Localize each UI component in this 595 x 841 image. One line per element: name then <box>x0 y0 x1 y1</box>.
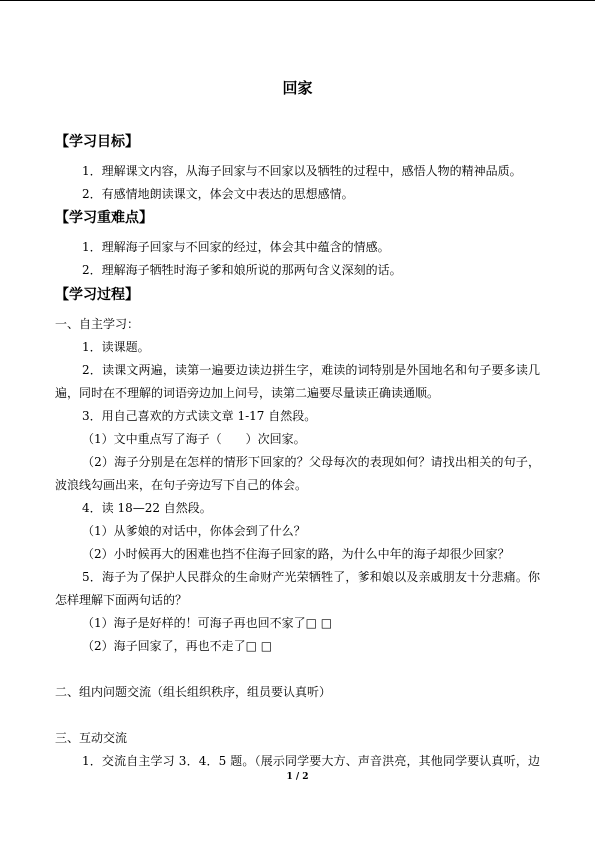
process-item-2-line-1: 2．读课文两遍，读第一遍要边读边拼生字，难读的词特别是外国地名和句子要多读几 <box>82 363 540 377</box>
process-item-4: 4．读 18—22 自然段。 <box>82 501 212 515</box>
part3-item-1: 1．交流自主学习 3．4．5 题。（展示同学要大方、声音洪亮，其他同学要认真听，边 <box>82 754 540 768</box>
process-item-4-sub-2: （2）小时候再大的困难也挡不住海子回家的路，为什么中年的海子却很少回家？ <box>82 547 510 561</box>
process-item-5-sub-2: （2）海子回家了，再也不走了□ □ <box>82 639 273 653</box>
process-item-1: 1．读课题。 <box>82 340 150 354</box>
process-item-3-sub-2-line-2: 波浪线勾画出来，在句子旁边写下自己的体会。 <box>55 478 308 492</box>
section-heading-goals: 【学习目标】 <box>55 134 139 150</box>
section-heading-process: 【学习过程】 <box>55 287 139 303</box>
key-point-item-1: 1．理解海子回家与不回家的经过，体会其中蕴含的情感。 <box>82 240 390 254</box>
process-item-2-line-2: 遍，同时在不理解的词语旁边加上问号，读第二遍要尽量读正确读通顺。 <box>55 386 440 400</box>
page-number: 1 / 2 <box>286 772 309 782</box>
part1-title: 一、自主学习： <box>55 317 140 331</box>
process-item-5-line-1: 5．海子为了保护人民群众的生命财产光荣牺牲了，爹和娘以及亲戚朋友十分悲痛。你 <box>82 570 540 584</box>
key-point-item-2: 2．理解海子牺牲时海子爹和娘所说的那两句含义深刻的话。 <box>82 263 402 277</box>
process-item-4-sub-1: （1）从爹娘的对话中，你体会到了什么？ <box>82 524 306 538</box>
process-item-3: 3．用自己喜欢的方式读文章 1-17 自然段。 <box>82 409 317 423</box>
process-item-5-line-2: 怎样理解下面两句话的？ <box>55 593 188 607</box>
goal-item-1: 1．理解课文内容，从海子回家与不回家以及牺牲的过程中，感悟人物的精神品质。 <box>82 164 522 178</box>
part2-title: 二、组内问题交流（组长组织秩序，组员要认真听） <box>55 685 332 699</box>
part3-title: 三、互动交流 <box>55 731 128 745</box>
process-item-3-sub-2-line-1: （2）海子分别是在怎样的情形下回家的？父母每次的表现如何？请找出相关的句子， <box>82 455 540 469</box>
process-item-3-sub-1: （1）文中重点写了海子（ ）次回家。 <box>82 432 306 446</box>
process-item-5-sub-1: （1）海子是好样的！可海子再也回不家了□ □ <box>82 616 333 630</box>
section-heading-key-points: 【学习重难点】 <box>55 210 153 226</box>
document-title: 回家 <box>282 79 313 97</box>
header-rule <box>0 0 595 1</box>
goal-item-2: 2．有感情地朗读课文，体会文中表达的思想感情。 <box>82 187 354 201</box>
